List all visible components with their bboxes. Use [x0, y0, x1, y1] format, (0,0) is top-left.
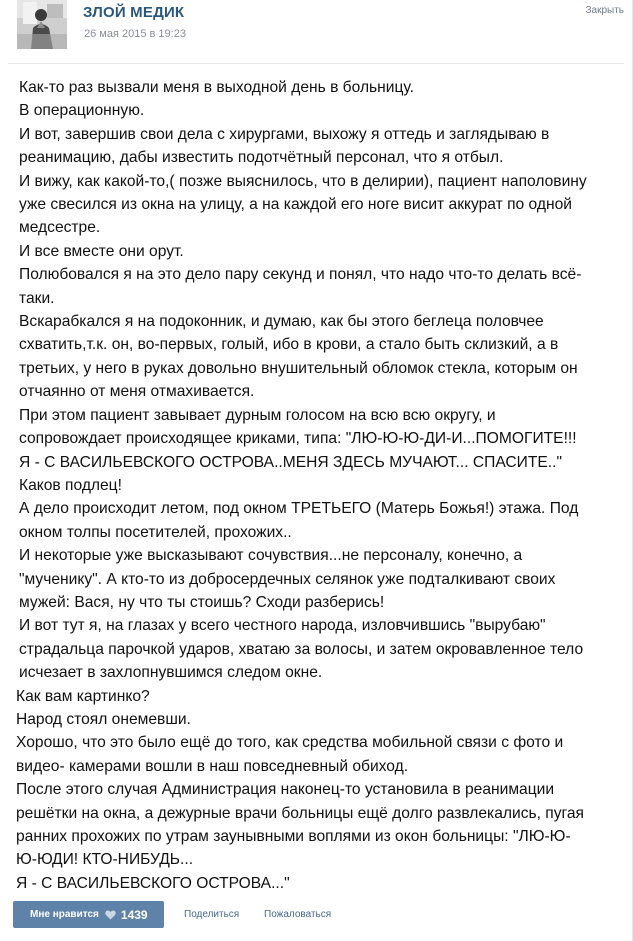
post-text-line: страдальца парочкой ударов, хватаю за волосы, и затем окровавленное тело [19, 640, 584, 658]
post-text-line: Я - С ВАСИЛЬЕВСКОГО ОСТРОВА..МЕНЯ ЗДЕСЬ МУЧАЮТ... СПАСИТЕ.." [19, 453, 563, 471]
post-text-line: Я - С ВАСИЛЬЕВСКОГО ОСТРОВА..." [16, 874, 290, 892]
post-body-text [16, 76, 625, 895]
post-author-name[interactable]: ЗЛОЙ МЕДИК [83, 4, 185, 21]
post-text-line: окном толпы посетителей, прохожих.. [19, 523, 292, 541]
post-text-line: ранних прохожих по утрам заунывными воплями из окон больницы: "ЛЮ-Ю- [16, 828, 571, 845]
post-text-line: уже свесился из окна на улицу, а на каждой его ноге висит аккурат по одной [19, 196, 572, 214]
post-text-line: А дело происходит летом, под окном ТРЕТЬЕГО (Матерь Божья!) этажа. Под [19, 500, 579, 518]
post-text-line: Как вам картинко? [16, 687, 150, 705]
post-text-line: И некоторые уже высказывают сочувствия...не персоналу, конечно, а [19, 547, 523, 565]
post-text-line: Хорошо, что это было ещё до того, как средства мобильной связи с фото и [16, 734, 564, 752]
post-text-line: В операционную. [19, 102, 145, 120]
post-text-line: схватить,т.к. он, во-первых, голый, ибо в крови, а стало быть склизкий, а в [19, 336, 559, 354]
post-text-line: И вот тут я, на глазах у всего честного народа, изловчившись "вырубаю" [19, 617, 546, 635]
avatar[interactable] [17, 0, 67, 49]
avatar-photo-icon [17, 0, 67, 49]
post-text-line: Ю-ЮДИ! КТО-НИБУДЬ... [16, 851, 194, 869]
post-text-line: И вижу, как какой-то,( позже выяснилось, что в делирии), пациент наполовину [19, 172, 587, 190]
post-text-line: Как-то раз вызвали меня в выходной день в больницу. [19, 79, 414, 96]
header-divider [8, 63, 624, 64]
post-text-line: решётки на окна, а дежурные врачи больницы ещё долго развлекались, пугая [16, 804, 584, 822]
post-text-line: исчезает в захлопнувшимся следом окне. [19, 664, 323, 682]
report-link[interactable]: Пожаловаться [264, 909, 332, 920]
post-text-line: Каков подлец! [19, 476, 122, 494]
post-text-line: "мученику". А кто-то из добросердечных селянок уже подталкивают своих [19, 570, 556, 588]
post-text-line: реанимацию, дабы известить подотчётный персонал, что я отбыл. [19, 149, 504, 167]
post-text-line: сопровождает происходящее криками, типа: "ЛЮ-Ю-Ю-ДИ-И...ПОМОГИТЕ!!! [19, 430, 577, 448]
like-button-label: Мне нравится [30, 909, 99, 920]
post-text-line: видео- камерами вошли в наш повседневный обиход. [16, 757, 409, 775]
post-date[interactable]: 26 мая 2015 в 19:23 [84, 28, 186, 40]
post-text-line: таки. [19, 289, 55, 307]
post-actions [13, 901, 623, 928]
like-count: 1439 [120, 907, 148, 922]
post-text-line: Народ стоял онемевши. [16, 710, 191, 728]
post-text-line: И все вместе они орут. [19, 242, 184, 260]
post-text-line: При этом пациент завывает дурным голосом на всю всю округу, и [19, 406, 496, 424]
post-text-line: После этого случая Администрация наконец-то установила в реанимации [16, 781, 555, 799]
post-text-line: медсестре. [19, 219, 101, 237]
heart-icon [105, 910, 116, 920]
post-text-line: Полюбовался я на это дело пару секунд и понял, что надо что-то делать всё- [19, 266, 582, 284]
like-button[interactable] [13, 901, 164, 928]
close-link[interactable]: Закрыть [585, 5, 624, 16]
post-text-line: третьих, у него в руках довольно внушительный обломок стекла, которым он [19, 359, 578, 377]
post-text-line: Вскарабкался я на подоконник, и думаю, как бы этого беглеца половчее [19, 313, 544, 331]
post-text-line: И вот, завершив свои дела с хирургами, выхожу я оттедь и заглядываю в [19, 125, 550, 143]
share-link[interactable]: Поделиться [184, 909, 240, 920]
post-text-line: отчаянно от меня отмахивается. [19, 383, 255, 401]
post-text-line: мужей: Вася, ну что ты стоишь? Сходи разберись! [19, 593, 385, 611]
